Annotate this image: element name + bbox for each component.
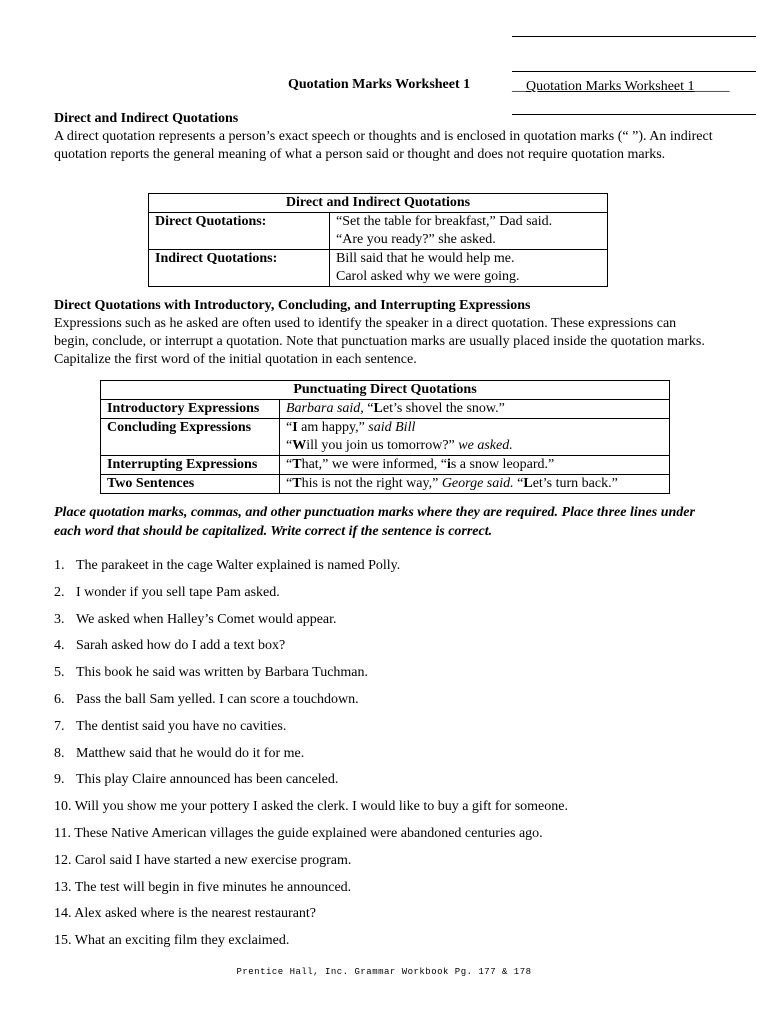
list-item: 5. This book he said was written by Barbara Tuchman.	[54, 665, 369, 681]
worksheet-title: Quotation Marks Worksheet 1	[288, 77, 471, 92]
name-blank-line	[512, 22, 756, 37]
row-examples	[330, 213, 608, 250]
list-item: 15. What an exciting film they exclaimed.	[54, 933, 290, 949]
row-label: Two Sentences	[101, 475, 280, 494]
row-label: Direct Quotations:	[149, 213, 330, 250]
list-item: 13. The test will begin in five minutes he announced.	[54, 879, 352, 895]
class-blank-line	[512, 100, 756, 115]
table-row	[149, 213, 608, 250]
table-row	[149, 250, 608, 287]
intro-paragraph: A direct quotation represents a person’s exact speech or thoughts and is enclosed in quotation marks (“ ”). An indirect quotation reports the general meaning of what a person said or thought and does not require quotation marks.	[54, 129, 713, 162]
row-example: Barbara said, “Let’s shovel the snow.”	[280, 400, 670, 419]
list-item: 1. The parakeet in the cage Walter explained is named Polly.	[54, 558, 401, 573]
table-row	[101, 419, 670, 456]
list-item: 11. These Native American villages the guide explained were abandoned centuries ago.	[54, 825, 543, 841]
list-item: 14. Alex asked where is the nearest restaurant?	[54, 906, 317, 922]
example-line: Bill said that he would help me.	[336, 251, 515, 266]
list-item: 8. Matthew said that he would do it for me.	[54, 745, 305, 761]
table-row	[101, 475, 670, 494]
section2-heading: Direct Quotations with Introductory, Concluding, and Interrupting Expressions	[54, 298, 531, 313]
list-item: 7. The dentist said you have no cavities.	[54, 718, 287, 734]
name-date-lines	[512, 22, 756, 115]
punctuating-quotations-table	[100, 380, 670, 494]
title-field-text: Quotation Marks Worksheet 1	[526, 79, 695, 94]
exercise-instructions: Place quotation marks, commas, and other punctuation marks where they are required. Place three lines under each word that should be capitalized. Write correct if the sentence is correct.	[54, 505, 695, 539]
intro-heading: Direct and Indirect Quotations	[54, 111, 239, 126]
row-examples	[330, 250, 608, 287]
list-item: 6. Pass the ball Sam yelled. I can score a touchdown.	[54, 691, 359, 707]
row-example: “I am happy,” said Bill “Will you join us tomorrow?” we asked.	[280, 419, 670, 456]
list-item: 9. This play Claire announced has been canceled.	[54, 772, 339, 788]
page-footer: Prentice Hall, Inc. Grammar Workbook Pg. 177 & 178	[236, 967, 532, 977]
row-label: Indirect Quotations:	[149, 250, 330, 287]
title-field-suffix: _____	[694, 79, 730, 94]
row-label: Concluding Expressions	[101, 419, 280, 456]
row-example: “This is not the right way,” George said. “Let’s turn back.”	[280, 475, 670, 494]
list-item: 10. Will you show me your pottery I asked the clerk. I would like to buy a gift for someone.	[54, 799, 568, 815]
table-row	[101, 456, 670, 475]
row-label: Introductory Expressions	[101, 400, 280, 419]
example-line: “Are you ready?” she asked.	[336, 232, 496, 247]
row-example: “That,” we were informed, “is a snow leopard.”	[280, 456, 670, 475]
table-row	[101, 400, 670, 419]
list-item: 3. We asked when Halley’s Comet would appear.	[54, 611, 337, 627]
exercise-list	[54, 557, 714, 959]
date-blank-line	[512, 57, 756, 72]
table-caption: Punctuating Direct Quotations	[101, 381, 670, 400]
title-field-prefix: __	[512, 79, 526, 94]
title-field	[512, 78, 730, 95]
list-item: 2. I wonder if you sell tape Pam asked.	[54, 584, 280, 600]
example-line: Carol asked why we were going.	[336, 269, 520, 284]
table-caption: Direct and Indirect Quotations	[149, 194, 608, 213]
section2-paragraph: Expressions such as he asked are often used to identify the speaker in a direct quotation. These expressions can begin, conclude, or interrupt a quotation. Note that punctuation marks are usually placed inside the quotation marks. Capitalize the first word of the initial quotation in each sentence.	[54, 316, 705, 367]
row-label: Interrupting Expressions	[101, 456, 280, 475]
example-line: “Set the table for breakfast,” Dad said.	[336, 214, 553, 229]
list-item: 4. Sarah asked how do I add a text box?	[54, 638, 286, 654]
direct-indirect-table	[148, 193, 608, 287]
list-item: 12. Carol said I have started a new exercise program.	[54, 852, 352, 868]
